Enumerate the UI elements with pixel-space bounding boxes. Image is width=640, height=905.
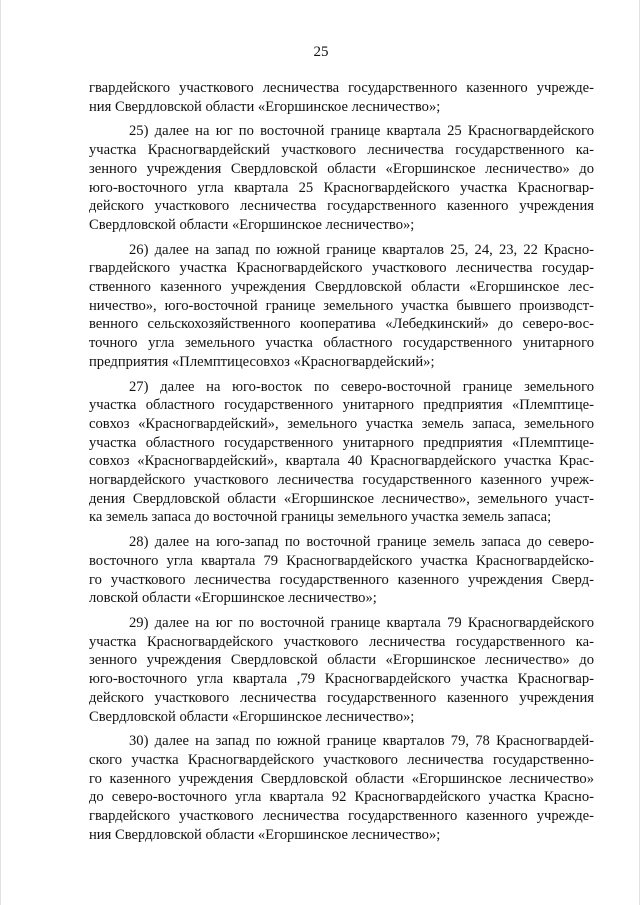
text-line: ственного казенного учреждения Свердловской области «Егоршинское лес- — [89, 279, 594, 296]
text-line: зенного учреждения Свердловской области «Егоршинское лесничество» до — [89, 160, 594, 177]
text-line: 26) далее на запад по южной границе кварталов 25, 24, 23, 22 Красно- — [129, 241, 594, 258]
paragraph-continuation — [89, 79, 594, 116]
body-text — [89, 79, 594, 850]
text-line: участка Красногвардейский участкового лесничества государственного ка- — [89, 142, 594, 159]
text-line: 29) далее на юг по восточной границе квартала 79 Красногвардейского — [129, 614, 594, 631]
paragraph-item-27 — [89, 378, 594, 528]
text-line: юго-восточного угла квартала 25 Красногвардейского участка Красногвар- — [89, 179, 594, 196]
text-line: ка земель запаса до восточной границы земельного участка земель запаса; — [89, 509, 552, 526]
text-line: до северо-восточного угла квартала 92 Красногвардейского участка Красно- — [89, 789, 594, 806]
text-line: гвардейского участкового лесничества государственного казенного учрежде- — [89, 80, 594, 96]
text-line: го казенного учреждения Свердловской области «Егоршинское лесничество» — [89, 770, 594, 787]
text-line: Свердловской области «Егоршинское лесничество»; — [89, 216, 415, 233]
page-number: 25 — [313, 44, 329, 60]
text-line: дейского участкового лесничества государственного казенного учреждения — [89, 689, 594, 706]
text-line: восточного угла квартала 79 Красногвардейского участка Красногвардейско- — [89, 552, 594, 569]
text-line: участка областного государственного унитарного предприятия «Племптице- — [89, 434, 594, 451]
paragraph-item-26 — [89, 241, 594, 372]
paragraph-item-29 — [89, 614, 594, 726]
text-line: участка Красногвардейского участкового лесничества государственного ка- — [89, 633, 594, 650]
text-line: юго-восточного угла квартала ,79 Красногвардейского участка Красногвар- — [89, 671, 594, 688]
text-line: дейского участкового лесничества государственного казенного учреждения — [89, 198, 594, 215]
text-line: зенного учреждения Свердловской области «Егоршинское лесничество» до — [89, 652, 594, 669]
paragraph-item-25 — [89, 122, 594, 234]
text-line: 30) далее на запад по южной границе кварталов 79, 78 Красногвардей- — [129, 733, 594, 750]
text-line: ничество», юго-восточной границе земельного участка бывшего производст- — [89, 297, 594, 314]
text-line: гвардейского участка Красногвардейского участкового лесничества государ- — [89, 260, 594, 277]
text-line: дения Свердловской области «Егоршинское лесничество», земельного участ- — [89, 490, 594, 507]
text-line: совхоз «Красногвардейский», квартала 40 Красногвардейского участка Крас- — [89, 453, 594, 470]
text-line: го участкового лесничества государственного казенного учреждения Сверд- — [89, 571, 594, 588]
text-line: участка областного государственного унитарного предприятия «Племптице- — [89, 397, 594, 414]
text-line: ногвардейского участкового лесничества государственного казенного учреж- — [89, 472, 594, 489]
text-line: ловской области «Егоршинское лесничество»; — [89, 590, 377, 607]
text-line: гвардейского участкового лесничества государственного казенного учрежде- — [89, 808, 594, 825]
text-line: точного угла земельного участка областного государственного унитарного — [89, 335, 594, 352]
text-line: ния Свердловской области «Егоршинское лесничество»; — [89, 98, 441, 115]
text-line: ния Свердловской области «Егоршинское лесничество»; — [89, 826, 441, 843]
text-line: совхоз «Красногвардейский», земельного участка земель запаса, земельного — [89, 415, 594, 432]
text-line: 27) далее на юго-восток по северо-восточной границе земельного — [129, 378, 594, 395]
text-line: Свердловской области «Егоршинское лесничество»; — [89, 708, 415, 725]
text-line: ского участка Красногвардейского участкового лесничества государственно- — [89, 751, 594, 768]
text-line: 28) далее на юго-запад по восточной границе земель запаса до северо- — [129, 534, 594, 551]
text-line: венного сельскохозяйственного кооператива «Лебедкинский» до северо-вос- — [89, 316, 594, 333]
paragraph-item-28 — [89, 533, 594, 608]
paragraph-item-30 — [89, 732, 594, 844]
text-line: предприятия «Племптицесовхоз «Красногвардейский»; — [89, 353, 435, 370]
text-line: 25) далее на юг по восточной границе квартала 25 Красногвардейского — [129, 123, 594, 140]
